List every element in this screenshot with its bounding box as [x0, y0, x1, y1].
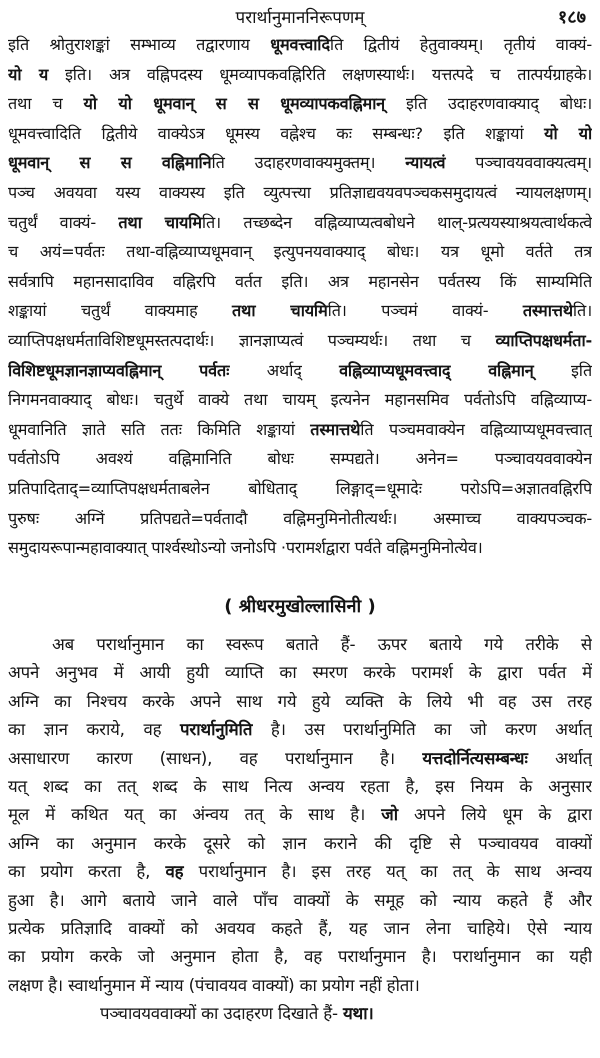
text-run: अर्थाद् [229, 360, 340, 380]
text-line [8, 148, 592, 178]
bold-term: यो यो [544, 123, 592, 143]
text-line [8, 971, 592, 999]
text-run: अग्नि का अनुमान करके दूसरे को ज्ञान कराने की दृष्टि से पञ्चावयव वाक्यों [8, 832, 592, 853]
text-line [8, 630, 592, 658]
text-line [8, 474, 592, 504]
text-run: असाधारण कारण (साधन), वह परार्थानुमान है। [8, 747, 423, 768]
running-header [0, 4, 600, 32]
text-run: शङ्कायां चतुर्थं वाक्यमाह [8, 301, 233, 321]
hindi-explanation [8, 630, 592, 1027]
text-run: च अयं=पर्वतः तथा-वह्निव्याप्यधूमवान् इत्युपनयवाक्याद् बोधः। यत्र धूमो वर्तते तत्र [8, 242, 592, 262]
text-run: परार्थानुमान है। इस तरह यत् का तत् के साथ अन्वय [183, 861, 592, 882]
text-run: अग्नि का निश्चय करके अपने साथ गये हुये व्यक्ति के लिये भी वह उस तरह [8, 690, 592, 711]
bold-term: न्यायत्वं [405, 153, 446, 173]
bold-term: विशिष्टधूमज्ञानज्ञाप्यवह्निमान् पर्वतः [8, 360, 230, 380]
text-line [8, 914, 592, 942]
bold-term: तथा चायमि [118, 212, 202, 232]
text-line [8, 772, 592, 800]
text-run: चतुर्थं वाक्यं- [8, 212, 119, 232]
text-run: पुरुषः अग्निं प्रतिपद्यते=पर्वतादौ वह्निमनुमिनोतीत्यर्थः। अस्माच्च वाक्यपञ्चक- [8, 508, 592, 528]
bold-term: तथा चायमि [232, 301, 328, 321]
section-heading: ( श्रीधरमुखोल्लासिनी ) [224, 596, 376, 617]
text-line [8, 504, 592, 534]
text-line [8, 178, 592, 208]
text-run: निगमनवाक्याद् बोधः। चतुर्थे वाक्ये तथा चायम् इत्यनेन महानसमिव पर्वतोऽपि वह्निव्याप्य- [8, 390, 592, 410]
text-line [8, 533, 592, 563]
text-run: सर्वत्रापि महानसादाविव वह्निरपि वर्तत इति। अत्र महानसेन पर्वतस्य किं साम्यमिति [8, 271, 592, 291]
text-run: ति। तच्छब्देन वह्निव्याप्यत्वबोधने थाल्-प्रत्ययस्याश्रयत्वार्थकत्वे [201, 212, 592, 232]
text-run: ति। [572, 301, 592, 321]
text-run: धूमवानिति ज्ञाते सति ततः किमिति शङ्कायां [8, 419, 311, 439]
bold-term: व्याप्तिपक्षधर्मता- [495, 330, 592, 350]
text-run: अब परार्थानुमान का स्वरूप बताते हैं- ऊपर बताये गये तरीके से [52, 634, 592, 654]
text-line [8, 296, 592, 326]
text-run: मूल में कथित यत् का अंन्वय तत् के साथ है। [8, 804, 382, 825]
text-line [8, 829, 592, 857]
text-line [8, 89, 592, 119]
sanskrit-commentary [8, 30, 592, 563]
text-run: हुआ है। आगे बताये जाने वाले पाँच वाक्यों के समूह को न्याय कहते हैं और [8, 889, 592, 910]
bold-term: धूमवान् स स वह्निमानि [8, 153, 212, 173]
running-title: परार्थानुमाननिरूपणम् [235, 8, 365, 28]
page-number: १८७ [557, 7, 586, 28]
text-line [8, 687, 592, 715]
text-line [8, 119, 592, 149]
text-run: का ज्ञान कराये, वह [8, 719, 180, 740]
text-line [8, 800, 592, 828]
bold-term: धूमवत्त्वादि [270, 35, 330, 54]
bold-term: यो य [8, 64, 49, 84]
text-run: इति श्रोतुराशङ्कां सम्भाव्य तद्वारणाय [8, 35, 271, 54]
text-line [8, 267, 592, 297]
bold-term: तस्मात्तथे [522, 301, 573, 321]
text-line [8, 744, 592, 772]
text-line [8, 942, 592, 970]
text-run: ति द्वितीयं हेतुवाक्यम्। तृतीयं वाक्यं- [329, 35, 592, 54]
text-run: यत् शब्द का तत् शब्द के साथ नित्य अन्वय रहता है, इस नियम के अनुसार [8, 775, 592, 796]
text-line [8, 715, 592, 743]
text-run: का प्रयोग करके जो अनुमान होता है, वह परार्थानुमान है। परार्थानुमान का यही [8, 946, 592, 967]
text-line [8, 658, 592, 686]
text-run: अर्थात् [527, 747, 592, 768]
text-run: पर्वतोऽपि अवश्यं वह्निमानिति बोधः सम्पद्यते। अनेन= पञ्चावयववाक्येन [8, 449, 592, 469]
text-run: का प्रयोग करता है, [8, 861, 166, 882]
text-line [8, 30, 592, 60]
text-line [8, 326, 592, 356]
text-run: अपने लिये धूम के द्वारा [397, 804, 592, 825]
text-line [8, 886, 592, 914]
text-run: व्याप्तिपक्षधर्मताविशिष्टधूमस्तत्पदार्थः। ज्ञानज्ञाप्यत्वं पञ्चम्यर्थः। तथा च [8, 330, 496, 350]
bold-term: वह्निव्याप्यधूमवत्त्वाद् वह्निमान् [339, 360, 534, 380]
text-run: लक्षण है। स्वार्थानुमान में न्याय (पंचावयव वाक्यों) का प्रयोग नहीं होता। [8, 974, 420, 995]
bold-term: यत्तदोर्नित्यसम्बन्धः [422, 747, 528, 768]
text-line [8, 356, 592, 386]
text-run: समुदायरूपान्महावाक्यात् पार्श्वस्थोऽन्यो जनोऽपि ·परामर्शद्वारा पर्वते वह्निमनुमिनोत्येव। [8, 538, 483, 558]
text-line [8, 60, 592, 90]
text-run: ति। पञ्चमं वाक्यं- [327, 301, 523, 321]
text-run: पञ्चावयववाक्यत्वम्। [445, 153, 592, 173]
text-line [8, 444, 592, 474]
text-run: प्रतिपादिताद्=व्याप्तिपक्षधर्मताबलेन बोधिताद् लिङ्गाद्=धूमादेः परोऽपि=अज्ञातवह्निरपि [8, 478, 592, 498]
text-run: अपने अनुभव में आयी हुयी व्याप्ति का स्मरण करके परामर्श के द्वारा पर्वत में [8, 662, 592, 683]
text-line [8, 237, 592, 267]
text-run: तथा च [8, 94, 84, 114]
text-run: ति पञ्चमवाक्येन वह्निव्याप्यधूमवत्त्वात् [360, 419, 592, 439]
bold-term: यो यो धूमवान् स स धूमव्यापकवह्निमान् [83, 94, 385, 114]
text-line [8, 208, 592, 238]
text-run: इति [533, 360, 592, 380]
bold-term: जो [381, 804, 398, 825]
text-run: है। उस परार्थानुमिति का जो करण अर्थात् [252, 719, 592, 740]
text-run: पञ्च अवयवा यस्य वाक्यस्य इति व्युत्पत्त्या प्रतिज्ञाद्यवयवपञ्चकसमुदायत्वं न्यायलक्षणम्। [8, 182, 592, 202]
text-run: इति उदाहरणवाक्याद् बोधः। [384, 94, 592, 114]
text-run: पञ्चावयववाक्यों का उदाहरण दिखाते हैं- [100, 1003, 343, 1024]
text-run: प्रत्येक प्रतिज्ञादि वाक्यों को अवयव कहते हैं, यह जान लेना चाहिये। ऐसे न्याय [8, 917, 592, 938]
text-run: ति उदाहरणवाक्यमुक्तम्। [211, 153, 406, 173]
bold-term: वह [165, 861, 184, 882]
text-line [8, 415, 592, 445]
text-line [8, 857, 592, 885]
bold-term: तस्मात्तथे [310, 419, 361, 439]
text-run: धूमवत्त्वादिति द्वितीये वाक्येऽत्र धूमस्य वह्नेश्च कः सम्बन्धः? इति शङ्कायां [8, 123, 545, 143]
bold-term: यथा। [342, 1003, 374, 1024]
bold-term: परार्थानुमिति [180, 719, 253, 740]
text-run: इति। अत्र वह्निपदस्य धूमव्यापकवह्निरिति लक्षणस्यार्थः। यत्तत्पदे च तात्पर्यग्राहके। [48, 64, 592, 84]
text-line [8, 385, 592, 415]
text-line [8, 999, 592, 1027]
